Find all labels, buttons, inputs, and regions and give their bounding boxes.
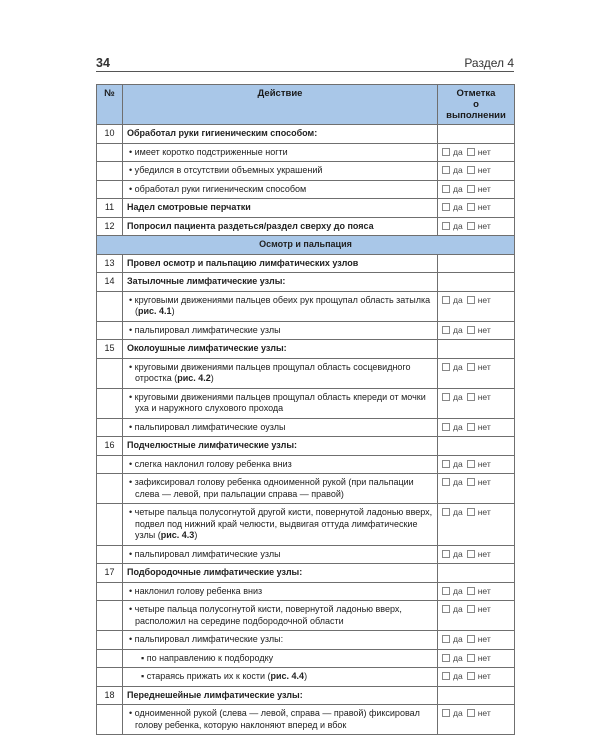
checkbox-no[interactable] [467, 393, 475, 401]
item-text: убедился в отсутствии объемных украшений [134, 165, 323, 175]
checkbox-no-label: нет [477, 324, 491, 335]
table-row [97, 582, 515, 601]
item-text: круговыми движениями пальцев прощупал область сосцевидного отростка ( [134, 361, 411, 383]
yes-no-checkboxes [442, 295, 491, 305]
checkbox-yes[interactable] [442, 478, 450, 486]
bullet-glyph: • [129, 477, 135, 487]
table-row [97, 418, 515, 437]
checkbox-yes-label: да [453, 585, 463, 596]
checkbox-no-label: нет [477, 585, 491, 596]
item-text: наклонил голову ребенка вниз [134, 585, 263, 596]
bullet-item [127, 392, 433, 415]
item-text: одноименной рукой (слева — левой, справа — правой) фиксировал голову ребенка, которую наклоняют вперед и вбок [134, 708, 420, 730]
row-number: 14 [97, 273, 123, 292]
section-title: Раздел 4 [464, 56, 514, 70]
row-number: 17 [97, 564, 123, 583]
table-row [97, 162, 515, 181]
bullet-glyph: • [129, 507, 135, 517]
mark-cell [438, 631, 515, 650]
checkbox-no[interactable] [467, 672, 475, 680]
checkbox-no-label: нет [477, 507, 491, 517]
table-row [97, 180, 515, 199]
table-row [97, 601, 515, 631]
row-number [97, 455, 123, 474]
checkbox-yes-label: да [453, 604, 463, 614]
mark-cell [438, 321, 515, 340]
row-number [97, 601, 123, 631]
item-text-end: ) [194, 530, 198, 540]
mark-cell [438, 545, 515, 564]
item-text: по направлению к подбородку [146, 652, 274, 663]
table-row [97, 143, 515, 162]
checkbox-yes[interactable] [442, 203, 450, 211]
checkbox-no-label: нет [477, 652, 491, 663]
figure-ref: рис. 4.1 [138, 306, 172, 316]
bullet-glyph: ▪ [141, 652, 147, 663]
checkbox-yes-label: да [453, 708, 463, 718]
mark-cell-empty [438, 340, 515, 359]
row-action: Подчелюстные лимфатические узлы: [123, 437, 438, 456]
row-number: 18 [97, 686, 123, 705]
bullet-glyph: • [129, 421, 135, 432]
mark-cell [438, 474, 515, 504]
mark-cell [438, 418, 515, 437]
checkbox-yes-label: да [453, 458, 463, 469]
mark-cell [438, 180, 515, 199]
mark-cell [438, 504, 515, 546]
checkbox-yes-label: да [453, 421, 463, 432]
checkbox-yes[interactable] [442, 460, 450, 468]
table-header-row [97, 85, 515, 125]
checkbox-no[interactable] [467, 635, 475, 643]
row-number: 12 [97, 217, 123, 236]
yes-no-checkboxes [442, 202, 491, 212]
bullet-glyph: • [129, 183, 135, 194]
row-action [123, 455, 438, 474]
bullet-item [127, 604, 433, 627]
row-number [97, 291, 123, 321]
checkbox-yes[interactable] [442, 296, 450, 304]
table-row [97, 358, 515, 388]
col-mark-header-line1: Отметка [456, 88, 496, 99]
checkbox-no[interactable] [467, 508, 475, 516]
yes-no-checkboxes [442, 586, 491, 596]
mark-cell [438, 649, 515, 668]
figure-ref: рис. 4.4 [270, 671, 305, 681]
row-number: 15 [97, 340, 123, 359]
checkbox-no-label: нет [477, 220, 491, 231]
mark-cell [438, 291, 515, 321]
row-action: Надел смотровые перчатки [123, 199, 438, 218]
checkbox-yes-label: да [453, 671, 463, 681]
row-number [97, 631, 123, 650]
checkbox-yes-label: да [453, 391, 463, 402]
bullet-glyph: • [129, 634, 135, 644]
checkbox-no[interactable] [467, 587, 475, 595]
bullet-glyph: • [129, 548, 135, 559]
mark-cell [438, 705, 515, 735]
checkbox-no[interactable] [467, 296, 475, 304]
item-text: обработал руки гигиеническим способом [134, 183, 307, 194]
row-number [97, 474, 123, 504]
checkbox-no[interactable] [467, 478, 475, 486]
bullet-glyph: • [129, 458, 135, 469]
item-text-end: ) [304, 671, 308, 681]
row-action [123, 418, 438, 437]
item-text: круговыми движениями пальцев прощупал область кпереди от мочки уха и наружного слухового прохода [134, 391, 426, 413]
table-row [97, 388, 515, 418]
yes-no-checkboxes [442, 634, 491, 644]
page-number: 34 [96, 56, 110, 70]
table-row [97, 668, 515, 687]
yes-no-checkboxes [442, 671, 491, 681]
table-row [97, 705, 515, 735]
checkbox-no[interactable] [467, 423, 475, 431]
checkbox-yes[interactable] [442, 185, 450, 193]
row-number [97, 321, 123, 340]
checkbox-no[interactable] [467, 148, 475, 156]
mark-cell [438, 601, 515, 631]
checkbox-yes[interactable] [442, 222, 450, 230]
col-action-header: Действие [123, 85, 438, 125]
checkbox-no[interactable] [467, 166, 475, 174]
bullet-item [127, 147, 433, 159]
table-row [97, 217, 515, 236]
checkbox-no-label: нет [477, 458, 491, 469]
checkbox-no-label: нет [477, 294, 491, 305]
yes-no-checkboxes [442, 708, 491, 718]
yes-no-checkboxes [442, 477, 491, 487]
row-action [123, 143, 438, 162]
row-number: 13 [97, 254, 123, 273]
checkbox-yes-label: да [453, 634, 463, 644]
row-action [123, 668, 438, 687]
checkbox-yes-label: да [453, 165, 463, 175]
bullet-glyph: • [129, 165, 135, 175]
row-number [97, 388, 123, 418]
table-row [97, 437, 515, 456]
bullet-item [127, 477, 433, 500]
bullet-item [127, 165, 433, 177]
bullet-item [127, 295, 433, 318]
checkbox-no-label: нет [477, 671, 491, 681]
checkbox-no[interactable] [467, 326, 475, 334]
row-number: 11 [97, 199, 123, 218]
checkbox-no-label: нет [477, 202, 491, 212]
row-action [123, 545, 438, 564]
bullet-glyph: • [129, 585, 135, 596]
table-row [97, 340, 515, 359]
mark-cell [438, 668, 515, 687]
row-number: 16 [97, 437, 123, 456]
row-action [123, 321, 438, 340]
mark-cell [438, 358, 515, 388]
checkbox-no[interactable] [467, 203, 475, 211]
checkbox-yes[interactable] [442, 654, 450, 662]
row-action [123, 180, 438, 199]
row-action: Провел осмотр и пальпацию лимфатических узлов [123, 254, 438, 273]
row-action [123, 601, 438, 631]
sub-item [127, 653, 433, 665]
bullet-item [127, 325, 433, 337]
mark-cell-empty [438, 254, 515, 273]
checkbox-yes-label: да [453, 507, 463, 517]
mark-cell [438, 162, 515, 181]
mark-cell [438, 388, 515, 418]
bullet-glyph: • [129, 294, 135, 305]
checkbox-no[interactable] [467, 460, 475, 468]
row-action: Обработал руки гигиеническим способом: [123, 125, 438, 144]
row-number [97, 668, 123, 687]
checkbox-yes-label: да [453, 202, 463, 212]
running-head [96, 52, 514, 70]
checkbox-yes[interactable] [442, 587, 450, 595]
checkbox-no-label: нет [477, 604, 491, 614]
row-action [123, 291, 438, 321]
row-number [97, 143, 123, 162]
yes-no-checkboxes [442, 459, 491, 469]
row-number [97, 180, 123, 199]
bullet-item [127, 634, 433, 646]
bullet-item [127, 422, 433, 434]
checkbox-yes[interactable] [442, 550, 450, 558]
table-row [97, 321, 515, 340]
item-text: четыре пальца полусогнутой другой кисти, повернутой ладонью вверх, подвел под нижний край челюсти, выдвигая оттуда лимфатические узлы ( [134, 507, 433, 540]
checkbox-yes-label: да [453, 146, 463, 157]
checkbox-yes-label: да [453, 652, 463, 663]
yes-no-checkboxes [442, 362, 491, 372]
item-text: пальпировал лимфатические узлы: [134, 634, 284, 644]
row-action: Околоушные лимфатические узлы: [123, 340, 438, 359]
checkbox-yes[interactable] [442, 672, 450, 680]
yes-no-checkboxes [442, 653, 491, 663]
item-text: зафиксировал голову ребенка одноименной рукой (при пальпации слева — левой, при пальпации справа — правой) [134, 477, 414, 499]
checkbox-yes[interactable] [442, 423, 450, 431]
item-text: круговыми движениями пальцев обеих рук прощупал область затылка ( [134, 294, 431, 316]
col-num-header: № [97, 85, 123, 125]
checkbox-yes[interactable] [442, 148, 450, 156]
yes-no-checkboxes [442, 184, 491, 194]
checkbox-no[interactable] [467, 654, 475, 662]
checklist-table [96, 84, 515, 735]
mark-cell-empty [438, 564, 515, 583]
mark-cell-empty [438, 273, 515, 292]
table-row [97, 564, 515, 583]
section-title: Осмотр и пальпация [97, 236, 515, 255]
mark-cell [438, 143, 515, 162]
checkbox-yes-label: да [453, 361, 463, 372]
checkbox-no-label: нет [477, 146, 491, 157]
header-rule [96, 71, 514, 72]
checkbox-yes[interactable] [442, 508, 450, 516]
row-action: Попросил пациента раздеться/раздел сверху до пояса [123, 217, 438, 236]
table-row [97, 455, 515, 474]
item-text: имеет коротко подстриженные ногти [134, 146, 288, 157]
yes-no-checkboxes [442, 165, 491, 175]
checkbox-yes[interactable] [442, 393, 450, 401]
row-number [97, 705, 123, 735]
item-text-end: ) [210, 373, 214, 383]
item-text: пальпировал лимфатические узлы [134, 324, 281, 335]
mark-cell [438, 455, 515, 474]
row-action [123, 649, 438, 668]
checkbox-no-label: нет [477, 634, 491, 644]
table-row [97, 125, 515, 144]
row-number [97, 582, 123, 601]
yes-no-checkboxes [442, 422, 491, 432]
mark-cell-empty [438, 437, 515, 456]
checkbox-yes[interactable] [442, 635, 450, 643]
bullet-glyph: • [129, 708, 135, 718]
table-body [97, 125, 515, 735]
row-action [123, 474, 438, 504]
checkbox-yes[interactable] [442, 166, 450, 174]
bullet-glyph: • [129, 361, 135, 372]
row-action [123, 631, 438, 650]
item-text-end: ) [171, 306, 175, 316]
row-number [97, 358, 123, 388]
yes-no-checkboxes [442, 392, 491, 402]
table-row [97, 199, 515, 218]
bullet-item [127, 549, 433, 561]
row-action [123, 358, 438, 388]
row-number [97, 504, 123, 546]
row-action [123, 705, 438, 735]
checkbox-no[interactable] [467, 550, 475, 558]
checkbox-yes[interactable] [442, 605, 450, 613]
bullet-glyph: • [129, 324, 135, 335]
table-row [97, 273, 515, 292]
row-action: Затылочные лимфатические узлы: [123, 273, 438, 292]
checkbox-no[interactable] [467, 709, 475, 717]
row-number [97, 418, 123, 437]
yes-no-checkboxes [442, 604, 491, 614]
row-action [123, 162, 438, 181]
bullet-item [127, 459, 433, 471]
checkbox-yes[interactable] [442, 363, 450, 371]
item-text: стараясь прижать их к кости ( [146, 671, 271, 681]
row-number [97, 649, 123, 668]
table-row [97, 545, 515, 564]
bullet-item [127, 362, 433, 385]
row-number [97, 545, 123, 564]
bullet-glyph: • [129, 604, 135, 614]
section-row [97, 236, 515, 255]
checkbox-no[interactable] [467, 185, 475, 193]
table-row [97, 649, 515, 668]
yes-no-checkboxes [442, 549, 491, 559]
mark-cell [438, 217, 515, 236]
checkbox-no-label: нет [477, 361, 491, 372]
yes-no-checkboxes [442, 221, 491, 231]
figure-ref: рис. 4.3 [160, 530, 195, 540]
table-row [97, 254, 515, 273]
mark-cell-empty [438, 686, 515, 705]
row-number: 10 [97, 125, 123, 144]
checkbox-yes-label: да [453, 477, 463, 487]
yes-no-checkboxes [442, 507, 491, 517]
row-action [123, 504, 438, 546]
figure-ref: рис. 4.2 [177, 373, 211, 383]
table-row [97, 291, 515, 321]
checkbox-yes-label: да [453, 324, 463, 335]
checkbox-yes[interactable] [442, 709, 450, 717]
mark-cell [438, 199, 515, 218]
checkbox-yes-label: да [453, 220, 463, 231]
checkbox-no[interactable] [467, 605, 475, 613]
row-action: Переднешейные лимфатические узлы: [123, 686, 438, 705]
checkbox-no[interactable] [467, 222, 475, 230]
mark-cell [438, 582, 515, 601]
bullet-glyph: ▪ [141, 671, 147, 681]
table-row [97, 686, 515, 705]
checkbox-no[interactable] [467, 363, 475, 371]
table-row [97, 631, 515, 650]
row-action: Подбородочные лимфатические узлы: [123, 564, 438, 583]
mark-cell-empty [438, 125, 515, 144]
checkbox-no-label: нет [477, 183, 491, 194]
checkbox-no-label: нет [477, 708, 491, 718]
bullet-item [127, 507, 433, 542]
bullet-glyph: • [129, 391, 135, 402]
checkbox-yes-label: да [453, 294, 463, 305]
row-number [97, 162, 123, 181]
table-row [97, 474, 515, 504]
checkbox-no-label: нет [477, 391, 491, 402]
bullet-item [127, 586, 433, 598]
checkbox-yes-label: да [453, 548, 463, 559]
yes-no-checkboxes [442, 147, 491, 157]
bullet-item [127, 708, 433, 731]
checkbox-no-label: нет [477, 477, 491, 487]
col-mark-header-line2: о выполнении [446, 99, 506, 121]
bullet-item [127, 184, 433, 196]
checkbox-no-label: нет [477, 421, 491, 432]
table-row [97, 504, 515, 546]
row-action [123, 388, 438, 418]
checkbox-yes-label: да [453, 183, 463, 194]
bullet-glyph: • [129, 146, 135, 157]
row-action [123, 582, 438, 601]
sub-item [127, 671, 433, 683]
item-text: слегка наклонил голову ребенка вниз [134, 458, 292, 469]
checkbox-yes[interactable] [442, 326, 450, 334]
checkbox-no-label: нет [477, 165, 491, 175]
yes-no-checkboxes [442, 325, 491, 335]
col-mark-header [438, 85, 515, 125]
item-text: пальпировал лимфатические оузлы [134, 421, 286, 432]
checkbox-no-label: нет [477, 548, 491, 559]
item-text: пальпировал лимфатические узлы [134, 548, 281, 559]
item-text: четыре пальца полусогнутой кисти, повернутой ладонью вверх, расположил на середине подбородочной области [134, 604, 402, 626]
